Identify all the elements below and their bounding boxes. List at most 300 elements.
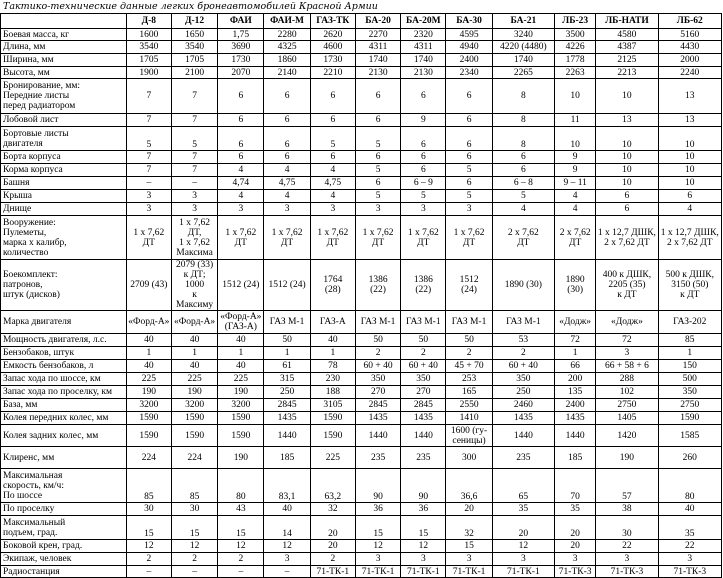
table-cell: 10 bbox=[596, 164, 658, 177]
table-cell: 2280 bbox=[264, 29, 310, 41]
table-cell: 1 х 7,62 ДТ bbox=[446, 216, 492, 260]
table-cell: 6 bbox=[596, 203, 658, 216]
row-label: Бортовые листы двигателя bbox=[1, 127, 127, 151]
table-cell: «Додж» bbox=[596, 311, 658, 334]
table-cell: 4600 bbox=[310, 41, 355, 54]
table-cell: 1590 bbox=[126, 412, 171, 425]
table-cell: 6 bbox=[401, 127, 446, 151]
table-cell: 270 bbox=[355, 386, 400, 399]
table-cell: 2 х 7,62 ДТ bbox=[492, 216, 554, 260]
table-cell: 2210 bbox=[310, 67, 355, 79]
table-row bbox=[1, 311, 722, 334]
table-cell: 1 х 7,62 ДТ bbox=[401, 216, 446, 260]
table-cell: 188 bbox=[310, 386, 355, 399]
table-cell: 6 bbox=[446, 151, 492, 164]
table-cell: 4580 bbox=[596, 29, 658, 41]
table-cell: 2845 bbox=[355, 399, 400, 412]
table-cell: 6 bbox=[264, 127, 310, 151]
row-label: Борта корпуса bbox=[1, 151, 127, 164]
table-cell: 1 bbox=[264, 347, 310, 360]
table-cell: 3 bbox=[401, 553, 446, 566]
table-cell: 2340 bbox=[446, 67, 492, 79]
table-cell: 5 bbox=[355, 164, 400, 177]
table-cell: 1740 bbox=[492, 54, 554, 67]
table-cell: 9 bbox=[401, 114, 446, 127]
table-cell: 3 bbox=[492, 553, 554, 566]
table-cell: 190 bbox=[218, 386, 264, 399]
table-row bbox=[1, 203, 722, 216]
table-cell: 4 bbox=[218, 190, 264, 203]
table-row bbox=[1, 347, 722, 360]
table-cell: 4387 bbox=[596, 41, 658, 54]
row-label: Боекомплект: патронов, штук (дисков) bbox=[1, 260, 127, 311]
table-row bbox=[1, 54, 722, 67]
table-cell: 6 bbox=[446, 79, 492, 114]
table-cell: 230 bbox=[310, 373, 355, 386]
table-cell: 4 bbox=[310, 164, 355, 177]
table-cell: ГАЗ-202 bbox=[658, 311, 721, 334]
table-cell: «Додж» bbox=[555, 311, 596, 334]
table-cell: 500 bbox=[658, 373, 721, 386]
table-cell: 2845 bbox=[264, 399, 310, 412]
table-cell: 8 bbox=[492, 79, 554, 114]
table-cell: 4 bbox=[555, 203, 596, 216]
table-cell: ГАЗ-А bbox=[310, 311, 355, 334]
table-cell: 4311 bbox=[355, 41, 400, 54]
table-cell: 250 bbox=[492, 386, 554, 399]
table-cell: 32 bbox=[446, 516, 492, 540]
table-cell: 6 bbox=[492, 151, 554, 164]
table-cell: 5160 bbox=[658, 29, 721, 41]
table-cell: «Форд-А» bbox=[126, 311, 171, 334]
table-row bbox=[1, 469, 722, 503]
table-cell: 3 bbox=[126, 190, 171, 203]
table-cell: 70 bbox=[555, 469, 596, 503]
table-cell: 4,75 bbox=[264, 177, 310, 190]
table-cell: 85 bbox=[126, 469, 171, 503]
table-cell: 2 bbox=[171, 553, 217, 566]
table-cell: 270 bbox=[401, 386, 446, 399]
table-cell: 66 + 58 + 6 bbox=[596, 360, 658, 373]
table-cell: 1590 bbox=[218, 425, 264, 447]
table-cell: 1,75 bbox=[218, 29, 264, 41]
table-row bbox=[1, 566, 722, 578]
row-label: Марка двигателя bbox=[1, 311, 127, 334]
table-cell: 1 bbox=[126, 347, 171, 360]
table-cell: 15 bbox=[446, 540, 492, 553]
column-header: Д-12 bbox=[171, 14, 217, 29]
row-label: Колея задних колес, мм bbox=[1, 425, 127, 447]
table-cell: 32 bbox=[310, 503, 355, 516]
table-cell: 6 bbox=[264, 151, 310, 164]
table-cell: 22 bbox=[596, 540, 658, 553]
table-cell: 6 – 9 bbox=[401, 177, 446, 190]
table-cell: 1900 bbox=[126, 67, 171, 79]
table-cell: 12 bbox=[401, 540, 446, 553]
table-cell: 1440 bbox=[264, 425, 310, 447]
table-cell: 1 bbox=[310, 347, 355, 360]
table-cell: 4595 bbox=[446, 29, 492, 41]
table-cell: 7 bbox=[171, 114, 217, 127]
table-cell: 1590 bbox=[310, 425, 355, 447]
table-cell: 36 bbox=[401, 503, 446, 516]
table-cell: 1778 bbox=[555, 54, 596, 67]
table-cell: 15 bbox=[218, 516, 264, 540]
table-cell: 1600 bbox=[126, 29, 171, 41]
table-cell: 235 bbox=[401, 447, 446, 469]
table-cell: 71-ТК-1 bbox=[355, 566, 400, 578]
table-cell: 3 bbox=[310, 203, 355, 216]
row-label: Ширина, мм bbox=[1, 54, 127, 67]
table-cell: 1590 bbox=[658, 412, 721, 425]
table-cell: 1740 bbox=[355, 54, 400, 67]
table-cell: 10 bbox=[658, 127, 721, 151]
table-cell: 3200 bbox=[171, 399, 217, 412]
table-cell: 253 bbox=[446, 373, 492, 386]
row-label: Мощность двигателя, л.с. bbox=[1, 334, 127, 347]
row-label: Бронирование, мм: Передние листы перед радиатором bbox=[1, 79, 127, 114]
table-cell: 3 bbox=[596, 347, 658, 360]
table-cell: 35 bbox=[555, 503, 596, 516]
table-cell: 5 bbox=[355, 190, 400, 203]
table-cell: 4 bbox=[218, 164, 264, 177]
table-cell: 10 bbox=[555, 127, 596, 151]
table-cell: 78 bbox=[310, 360, 355, 373]
table-cell: 5 bbox=[446, 190, 492, 203]
table-row bbox=[1, 399, 722, 412]
table-cell: 7 bbox=[171, 151, 217, 164]
table-cell: 4 bbox=[264, 164, 310, 177]
table-cell: 14 bbox=[264, 516, 310, 540]
table-cell: 6 bbox=[401, 151, 446, 164]
table-cell: 1440 bbox=[492, 425, 554, 447]
table-cell: 50 bbox=[401, 334, 446, 347]
table-cell: 6 bbox=[658, 190, 721, 203]
table-cell: 20 bbox=[555, 516, 596, 540]
table-cell: 10 bbox=[596, 79, 658, 114]
table-cell: 3 bbox=[355, 203, 400, 216]
table-cell: 1730 bbox=[310, 54, 355, 67]
row-label: Колея передних колес, мм bbox=[1, 412, 127, 425]
table-cell: 6 bbox=[492, 164, 554, 177]
table-cell: 7 bbox=[126, 164, 171, 177]
table-cell: 6 bbox=[218, 151, 264, 164]
table-cell: 3 bbox=[264, 553, 310, 566]
table-cell: 102 bbox=[596, 386, 658, 399]
table-cell: 5 bbox=[310, 127, 355, 151]
table-cell: 12 bbox=[264, 540, 310, 553]
table-cell: 5 bbox=[446, 164, 492, 177]
table-cell: 2130 bbox=[401, 67, 446, 79]
table-cell: 1512 (24) bbox=[446, 260, 492, 311]
table-cell: 260 bbox=[658, 447, 721, 469]
table-cell: 63,2 bbox=[310, 469, 355, 503]
table-cell: 300 bbox=[446, 447, 492, 469]
table-cell: 1 х 7,62 ДТ, 1 х 7,62 Максима bbox=[171, 216, 217, 260]
table-cell: 7 bbox=[171, 164, 217, 177]
table-cell: 1740 bbox=[401, 54, 446, 67]
table-cell: 13 bbox=[596, 114, 658, 127]
table-row bbox=[1, 79, 722, 114]
table-cell: – bbox=[126, 177, 171, 190]
table-cell: 40 bbox=[171, 360, 217, 373]
table-cell: 20 bbox=[446, 503, 492, 516]
table-row bbox=[1, 447, 722, 469]
table-cell: 40 bbox=[658, 503, 721, 516]
table-cell: – bbox=[126, 566, 171, 578]
table-cell: 10 bbox=[658, 177, 721, 190]
table-cell: 9 – 11 bbox=[555, 177, 596, 190]
table-cell: 1420 bbox=[596, 425, 658, 447]
table-cell: 57 bbox=[596, 469, 658, 503]
table-cell: 1 х 7,62 ДТ bbox=[126, 216, 171, 260]
table-cell: 1 х 7,62 ДТ bbox=[218, 216, 264, 260]
table-cell: 315 bbox=[264, 373, 310, 386]
table-cell: 2140 bbox=[264, 67, 310, 79]
table-cell: «Форд-А» bbox=[171, 311, 217, 334]
table-cell: 35 bbox=[492, 503, 554, 516]
table-cell: 15 bbox=[171, 516, 217, 540]
table-cell: 3240 bbox=[492, 29, 554, 41]
table-cell: 2100 bbox=[171, 67, 217, 79]
table-cell: 1764 (28) bbox=[310, 260, 355, 311]
table-cell: 6 bbox=[596, 190, 658, 203]
table-cell: 1 bbox=[171, 347, 217, 360]
table-cell: 53 bbox=[492, 334, 554, 347]
table-cell: 6 bbox=[218, 79, 264, 114]
table-row bbox=[1, 190, 722, 203]
table-cell: 235 bbox=[355, 447, 400, 469]
table-cell: «Форд-А» (ГАЗ-А) bbox=[218, 311, 264, 334]
table-cell: 13 bbox=[658, 79, 721, 114]
table-row bbox=[1, 360, 722, 373]
table-cell: 6 – 8 bbox=[492, 177, 554, 190]
column-header: ФАИ bbox=[218, 14, 264, 29]
table-cell: 6 bbox=[355, 114, 400, 127]
table-cell: 3540 bbox=[126, 41, 171, 54]
table-cell: 36 bbox=[355, 503, 400, 516]
table-cell: 1590 bbox=[218, 412, 264, 425]
table-cell: 13 bbox=[658, 114, 721, 127]
table-cell: 1590 bbox=[171, 412, 217, 425]
table-cell: 224 bbox=[171, 447, 217, 469]
table-cell: 35 bbox=[658, 516, 721, 540]
table-cell: 71-ТК-1 bbox=[446, 566, 492, 578]
table-cell: 1860 bbox=[264, 54, 310, 67]
table-cell: 2 bbox=[446, 347, 492, 360]
table-cell: 6 bbox=[355, 79, 400, 114]
table-cell: 72 bbox=[555, 334, 596, 347]
table-cell: 15 bbox=[355, 516, 400, 540]
table-cell: 1705 bbox=[171, 54, 217, 67]
row-label: Боковой крен, град. bbox=[1, 540, 127, 553]
table-cell: 6 bbox=[355, 151, 400, 164]
table-cell: 5 bbox=[171, 127, 217, 151]
table-cell: 71-ТК-3 bbox=[555, 566, 596, 578]
table-cell: 5 bbox=[355, 127, 400, 151]
table-cell: 1435 bbox=[555, 412, 596, 425]
table-cell: 350 bbox=[401, 373, 446, 386]
row-label: Длина, мм bbox=[1, 41, 127, 54]
table-cell: 2845 bbox=[401, 399, 446, 412]
table-cell: 60 + 40 bbox=[355, 360, 400, 373]
table-row bbox=[1, 386, 722, 399]
row-label: Бензобаков, штук bbox=[1, 347, 127, 360]
table-row bbox=[1, 412, 722, 425]
table-cell: 40 bbox=[310, 334, 355, 347]
table-cell: 4 bbox=[310, 190, 355, 203]
table-cell: 1 х 12,7 ДШК, 2 х 7,62 ДТ bbox=[658, 216, 721, 260]
table-cell: 9 bbox=[555, 164, 596, 177]
table-cell: – bbox=[171, 177, 217, 190]
table-row bbox=[1, 373, 722, 386]
table-cell: 225 bbox=[126, 373, 171, 386]
table-cell: 40 bbox=[126, 334, 171, 347]
table-cell: – bbox=[264, 566, 310, 578]
table-cell: 4 bbox=[555, 190, 596, 203]
table-cell: 6 bbox=[446, 114, 492, 127]
table-cell: 7 bbox=[126, 114, 171, 127]
table-cell: 12 bbox=[492, 540, 554, 553]
table-cell: 1435 bbox=[264, 412, 310, 425]
table-cell: 7 bbox=[171, 79, 217, 114]
table-cell: 4430 bbox=[658, 41, 721, 54]
table-cell: 20 bbox=[310, 516, 355, 540]
table-cell: 4 bbox=[492, 203, 554, 216]
table-cell: 10 bbox=[658, 164, 721, 177]
table-cell: 6 bbox=[401, 79, 446, 114]
table-cell: 12 bbox=[218, 540, 264, 553]
table-cell: 3105 bbox=[310, 399, 355, 412]
table-cell: 5 bbox=[126, 127, 171, 151]
table-cell: 3690 bbox=[218, 41, 264, 54]
table-row bbox=[1, 67, 722, 79]
table-cell: 1440 bbox=[555, 425, 596, 447]
table-cell: 80 bbox=[658, 469, 721, 503]
header-row bbox=[1, 14, 722, 29]
table-cell: 36,6 bbox=[446, 469, 492, 503]
table-cell: 1435 bbox=[401, 412, 446, 425]
table-cell: 1705 bbox=[126, 54, 171, 67]
column-header: ЛБ-62 bbox=[658, 14, 721, 29]
table-cell: 190 bbox=[171, 386, 217, 399]
table-cell: 12 bbox=[126, 540, 171, 553]
table-cell: 1435 bbox=[492, 412, 554, 425]
table-cell: 2079 (33) к ДТ; 1000 к Максиму bbox=[171, 260, 217, 311]
table-cell: 1 х 12,7 ДШК, 2 х 7,62 ДТ bbox=[596, 216, 658, 260]
table-cell: 1512 (24) bbox=[218, 260, 264, 311]
table-cell: 2240 bbox=[658, 67, 721, 79]
table-row bbox=[1, 29, 722, 41]
table-cell: 2270 bbox=[355, 29, 400, 41]
table-cell: 3 bbox=[555, 553, 596, 566]
table-cell: 1585 bbox=[658, 425, 721, 447]
table-cell: 350 bbox=[658, 386, 721, 399]
table-cell: 190 bbox=[126, 386, 171, 399]
table-row bbox=[1, 553, 722, 566]
table-cell: 1440 bbox=[401, 425, 446, 447]
table-cell: 5 bbox=[492, 190, 554, 203]
table-cell: 3 bbox=[446, 553, 492, 566]
table-cell: 2070 bbox=[218, 67, 264, 79]
row-label: Экипаж, человек bbox=[1, 553, 127, 566]
table-cell: ГАЗ М-1 bbox=[446, 311, 492, 334]
table-cell: 6 bbox=[218, 114, 264, 127]
table-row bbox=[1, 151, 722, 164]
table-cell: 3 bbox=[218, 203, 264, 216]
table-cell: 60 + 40 bbox=[401, 360, 446, 373]
table-cell: 3 bbox=[171, 203, 217, 216]
table-row bbox=[1, 425, 722, 447]
table-cell: ГАЗ М-1 bbox=[355, 311, 400, 334]
table-cell: 400 к ДШК, 2205 (35) к ДТ bbox=[596, 260, 658, 311]
column-header: Д-8 bbox=[126, 14, 171, 29]
table-cell: 1 bbox=[555, 347, 596, 360]
table-cell: 66 bbox=[555, 360, 596, 373]
table-cell: 2550 bbox=[446, 399, 492, 412]
specs-table bbox=[0, 13, 722, 578]
table-cell: ГАЗ М-1 bbox=[401, 311, 446, 334]
table-row bbox=[1, 164, 722, 177]
table-cell: 6 bbox=[401, 164, 446, 177]
table-cell: 40 bbox=[171, 334, 217, 347]
table-cell: 2400 bbox=[555, 399, 596, 412]
table-cell: 3540 bbox=[171, 41, 217, 54]
table-cell: 43 bbox=[218, 503, 264, 516]
row-label: Башня bbox=[1, 177, 127, 190]
table-cell: 2 bbox=[492, 347, 554, 360]
table-cell: ГАЗ М-1 bbox=[264, 311, 310, 334]
table-cell: 3 bbox=[658, 553, 721, 566]
table-cell: 5 bbox=[401, 190, 446, 203]
table-cell: 4220 (4480) bbox=[492, 41, 554, 54]
table-cell: 3 bbox=[355, 553, 400, 566]
table-cell: 4,75 bbox=[310, 177, 355, 190]
table-cell: 85 bbox=[171, 469, 217, 503]
row-label: Максимальный подъем, град. bbox=[1, 516, 127, 540]
table-cell: 30 bbox=[596, 516, 658, 540]
column-header: ФАИ-М bbox=[264, 14, 310, 29]
table-cell: 6 bbox=[310, 151, 355, 164]
table-cell: 2 bbox=[355, 347, 400, 360]
table-cell: 83,1 bbox=[264, 469, 310, 503]
table-cell: 1405 bbox=[596, 412, 658, 425]
table-cell: 60 + 40 bbox=[492, 360, 554, 373]
table-cell: 1 bbox=[658, 347, 721, 360]
table-cell: 185 bbox=[555, 447, 596, 469]
row-label: Радиостанция bbox=[1, 566, 127, 578]
table-cell: 1512 (24) bbox=[264, 260, 310, 311]
table-cell: 2620 bbox=[310, 29, 355, 41]
row-label: Крыша bbox=[1, 190, 127, 203]
table-cell: 2750 bbox=[658, 399, 721, 412]
table-cell: 1590 bbox=[126, 425, 171, 447]
table-cell: 4,74 bbox=[218, 177, 264, 190]
table-cell: 20 bbox=[555, 540, 596, 553]
row-label: Корма корпуса bbox=[1, 164, 127, 177]
table-cell: 225 bbox=[171, 373, 217, 386]
table-cell: 4 bbox=[264, 190, 310, 203]
column-header: БА-21 bbox=[492, 14, 554, 29]
table-cell: 3 bbox=[264, 203, 310, 216]
table-cell: 3200 bbox=[126, 399, 171, 412]
table-cell: 3 bbox=[401, 203, 446, 216]
table-cell: 3 bbox=[126, 203, 171, 216]
table-cell: 40 bbox=[126, 360, 171, 373]
column-header: ГАЗ-ТК bbox=[310, 14, 355, 29]
table-cell: 1386 (22) bbox=[355, 260, 400, 311]
table-cell: 2460 bbox=[492, 399, 554, 412]
